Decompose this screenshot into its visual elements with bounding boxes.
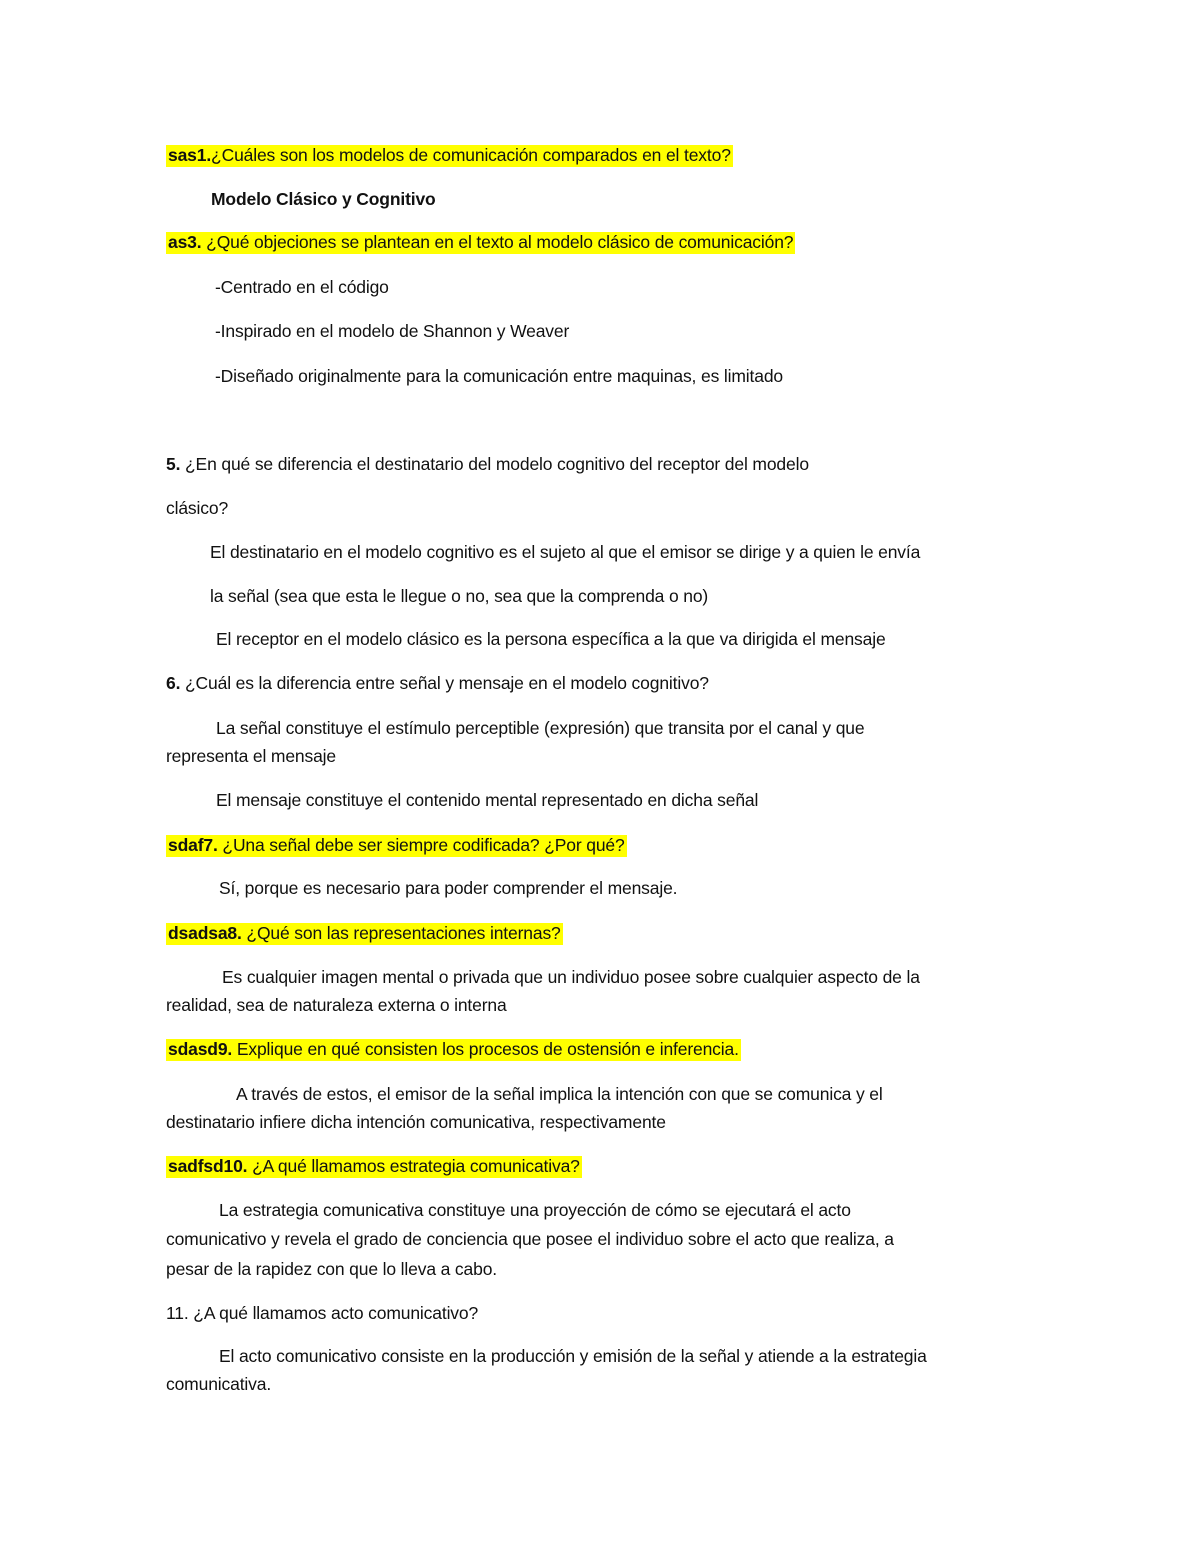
answer-6-line-3: El mensaje constituye el contenido mental representado en dicha señal: [216, 790, 759, 810]
question-10: [166, 1154, 582, 1178]
answer-5-line-1: El destinatario en el modelo cognitivo es el sujeto al que el emisor se dirige y a quien le envía: [210, 542, 921, 562]
question-text: ¿En qué se diferencia el destinatario del modelo cognitivo del receptor del modelo: [180, 454, 809, 474]
answer-1: Modelo Clásico y Cognitivo: [211, 189, 436, 209]
answer-3-bullet-3: -Diseñado originalmente para la comunicación entre maquinas, es limitado: [215, 366, 783, 386]
question-1: [166, 143, 733, 167]
question-text: ¿Cuáles son los modelos de comunicación comparados en el texto?: [211, 145, 731, 165]
question-6: [166, 671, 709, 695]
question-prefix: 6.: [166, 673, 181, 693]
answer-11-line-2: comunicativa.: [166, 1374, 272, 1394]
answer-9-line-1: A través de estos, el emisor de la señal implica la intención con que se comunica y el: [236, 1084, 883, 1104]
question-7: [166, 833, 627, 857]
question-3: [166, 230, 795, 254]
question-prefix: dsadsa8.: [168, 923, 242, 943]
answer-8-line-1: Es cualquier imagen mental o privada que un individuo posee sobre cualquier aspecto de la: [222, 967, 920, 987]
answer-5-line-3: El receptor en el modelo clásico es la persona específica a la que va dirigida el mensaje: [216, 629, 886, 649]
question-prefix: 11.: [166, 1303, 189, 1323]
question-5: [166, 452, 809, 476]
answer-10-line-1: La estrategia comunicativa constituye una proyección de cómo se ejecutará el acto: [219, 1200, 851, 1220]
answer-6-line-2: representa el mensaje: [166, 746, 337, 766]
question-5-continuation: clásico?: [166, 498, 229, 518]
question-text: ¿A qué llamamos estrategia comunicativa?: [247, 1156, 580, 1176]
question-text: ¿Qué son las representaciones internas?: [241, 923, 561, 943]
answer-5-line-2: la señal (sea que esta le llegue o no, sea que la comprenda o no): [210, 586, 709, 606]
answer-3-bullet-2: -Inspirado en el modelo de Shannon y Weaver: [215, 321, 570, 341]
question-prefix: sdaf7.: [168, 835, 218, 855]
question-text: Explique en qué consisten los procesos de ostensión e inferencia.: [232, 1039, 739, 1059]
answer-3-bullet-1: -Centrado en el código: [215, 277, 389, 297]
question-11: [166, 1301, 478, 1325]
question-text: ¿Una señal debe ser siempre codificada? ¿Por qué?: [217, 835, 625, 855]
question-8: [166, 921, 563, 945]
question-prefix: sadfsd10.: [168, 1156, 248, 1176]
question-prefix: sas1.: [168, 145, 212, 165]
answer-10-line-3: pesar de la rapidez con que lo lleva a cabo.: [166, 1259, 497, 1279]
question-prefix: sdasd9.: [168, 1039, 233, 1059]
question-text: ¿Qué objeciones se plantean en el texto al modelo clásico de comunicación?: [201, 232, 794, 252]
answer-8-line-2: realidad, sea de naturaleza externa o interna: [166, 995, 507, 1015]
answer-10-line-2: comunicativo y revela el grado de conciencia que posee el individuo sobre el acto que realiza, a: [166, 1229, 894, 1249]
question-9: [166, 1037, 741, 1061]
question-prefix: as3.: [168, 232, 202, 252]
question-text: ¿Cuál es la diferencia entre señal y mensaje en el modelo cognitivo?: [180, 673, 709, 693]
answer-7: Sí, porque es necesario para poder comprender el mensaje.: [219, 878, 678, 898]
answer-11-line-1: El acto comunicativo consiste en la producción y emisión de la señal y atiende a la estrategia: [219, 1346, 927, 1366]
answer-9-line-2: destinatario infiere dicha intención comunicativa, respectivamente: [166, 1112, 666, 1132]
answer-6-line-1: La señal constituye el estímulo perceptible (expresión) que transita por el canal y que: [216, 718, 865, 738]
question-prefix: 5.: [166, 454, 181, 474]
question-text: ¿A qué llamamos acto comunicativo?: [188, 1303, 479, 1323]
